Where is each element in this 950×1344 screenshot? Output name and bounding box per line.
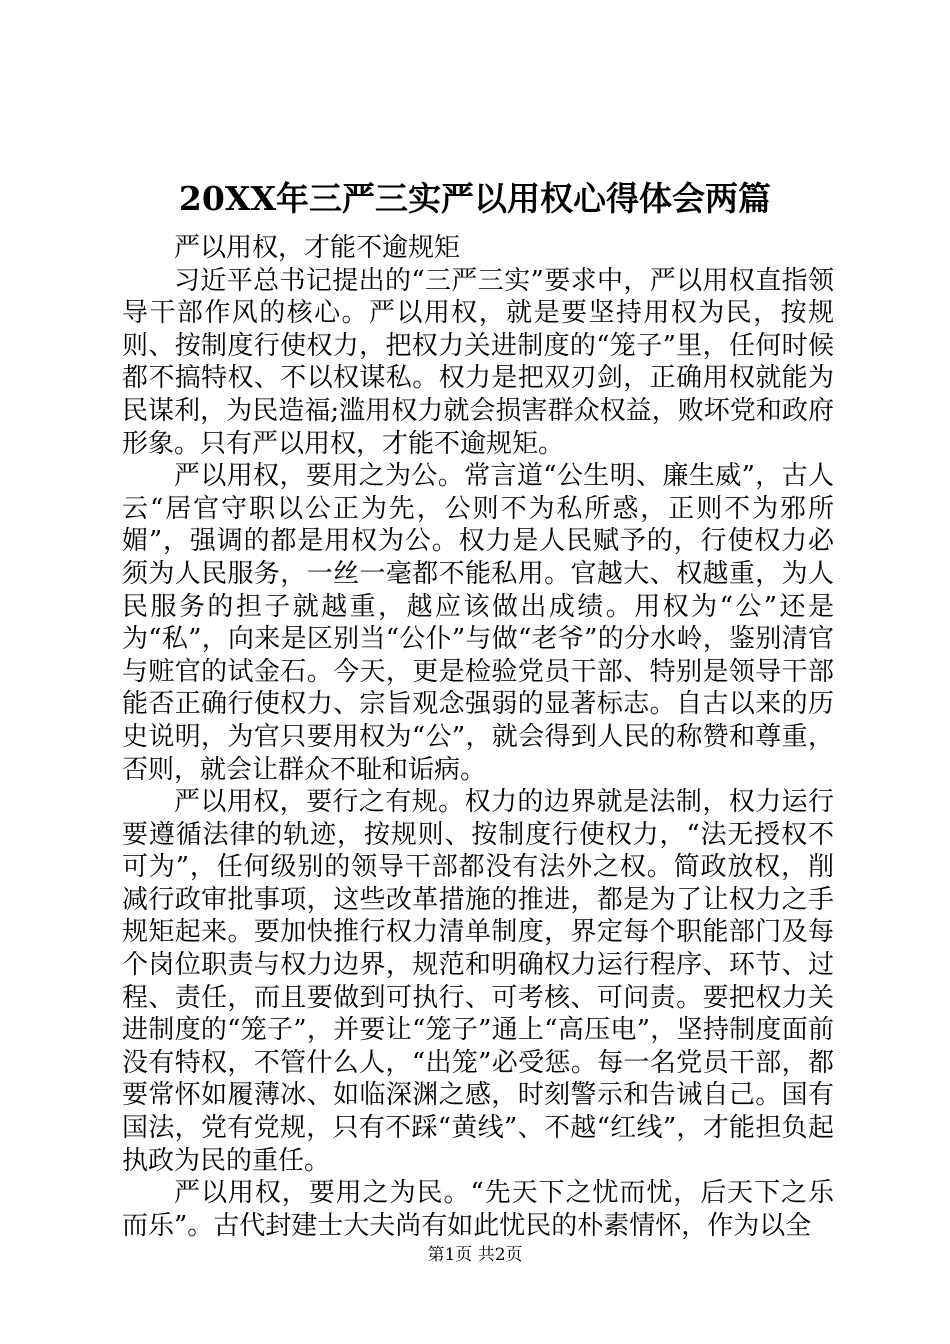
- body-paragraph-1: 习近平总书记提出的“三严三实”要求中，严以用权直指领导干部作风的核心。严以用权，就是要坚持用权为民，按规则、按制度行使权力，把权力关进制度的“笼子”里，任何时候都不搞特权、不以权谋私。权力是把双刃剑，正确用权就能为民谋利，为民造福;滥用权力就会损害群众权益，败坏党和政府形象。只有严以用权，才能不逾规矩。: [122, 265, 834, 459]
- body-paragraph-4: 严以用权，要用之为民。“先天下之忧而忧，后天下之乐而乐”。古代封建士大夫尚有如此忧民的朴素情怀，作为以全: [122, 1178, 834, 1241]
- page-footer: 第1页 共2页: [427, 1245, 523, 1265]
- section-subheading: 严以用权，才能不逾规矩: [174, 233, 461, 263]
- body-paragraph-2: 严以用权，要用之为公。常言道“公生明、廉生威”，古人云“居官守职以公正为先，公则不为私所惑，正则不为邪所媚”，强调的都是用权为公。权力是人民赋予的，行使权力必须为人民服务，一丝一毫都不能私用。官越大、权越重，为人民服务的担子就越重，越应该做出成绩。用权为“公”还是为“私”，向来是区别当“公仆”与做“老爷”的分水岭，鉴别清官与赃官的试金石。今天，更是检验党员干部、特别是领导干部能否正确行使权力、宗旨观念强弱的显著标志。自古以来的历史说明，为官只要用权为“公”，就会得到人民的称赞和尊重，否则，就会让群众不耻和诟病。: [122, 461, 834, 785]
- document-title: 20XX年三严三实严以用权心得体会两篇: [178, 179, 772, 218]
- document-body: [122, 232, 834, 1242]
- body-paragraph-3: 严以用权，要行之有规。权力的边界就是法制，权力运行要遵循法律的轨迹，按规则、按制度行使权力，“法无授权不可为”，任何级别的领导干部都没有法外之权。简政放权，削减行政审批事项，这些改革措施的推进，都是为了让权力之手规矩起来。要加快推行权力清单制度，界定每个职能部门及每个岗位职责与权力边界，规范和明确权力运行程序、环节、过程、责任，而且要做到可执行、可考核、可问责。要把权力关进制度的“笼子”，并要让“笼子”通上“高压电”，坚持制度面前没有特权，不管什么人，“出笼”必受惩。每一名党员干部，都要常怀如履薄冰、如临深渊之感，时刻警示和告诫自己。国有国法，党有党规，只有不踩“黄线”、不越“红线”，才能担负起执政为民的重任。: [122, 787, 834, 1176]
